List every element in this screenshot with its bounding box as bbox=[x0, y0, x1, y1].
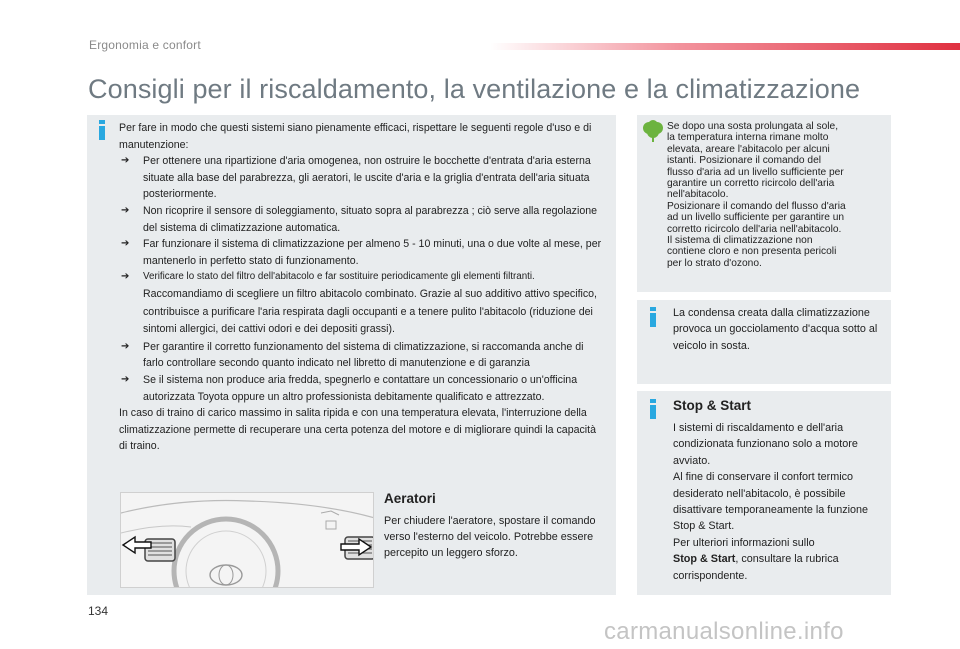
arrow-bullet-icon: ➔ bbox=[121, 271, 130, 283]
towing-paragraph: In caso di traino di carico massimo in salita ripida e con una temperatura elevata, l'interruzione della climatizzazione permette di recuperare una certa potenza del motore e di migliorare quindi la capacità di traino. bbox=[119, 407, 596, 453]
arrow-bullet-icon: ➔ bbox=[121, 155, 130, 167]
list-item: ➔ Verificare lo stato del filtro dell'abitacolo e far sostituire periodicamente gli elementi filtranti. Raccomandiamo di scegliere un filtro abitacolo combinato. Grazie al suo additivo attivo specifico, contribuisce a purificare l'aria respirata dagli occupanti e a tenere pulito l'abitacolo (riduzione dei sintomi allergici, dei cattivi odori e dei depositi grassi). bbox=[121, 271, 597, 336]
arrow-bullet-icon: ➔ bbox=[121, 373, 130, 385]
section-title: Ergonomia e confort bbox=[89, 38, 201, 52]
page-title: Consigli per il riscaldamento, la ventilazione e la climatizzazione bbox=[88, 74, 861, 104]
header-accent-bar bbox=[490, 43, 960, 50]
list-item: ➔ Per garantire il corretto funzionamento del sistema di climatizzazione, si raccomanda anche di farlo controllare secondo quanto indicato nel libretto di manutenzione e di garanzia bbox=[121, 340, 584, 370]
list-item: ➔ Per ottenere una ripartizione d'aria omogenea, non ostruire le bocchette d'entrata d'aria esterna situate alla base del parabrezza, gli aeratori, le uscite d'aria e la griglia d'entrata dell'aria situata posteriormente. bbox=[121, 155, 591, 201]
stop-start-text: I sistemi di riscaldamento e dell'aria condizionata funzionano solo a motore avviato. Al fine di conservare il confort termico desiderato nell'abitacolo, è possibile disattivare temporaneamente la funzione Stop & Start. Per ulteriori informazioni sullo Stop & Start, consultare la rubrica corrispondente. bbox=[673, 422, 869, 582]
list-item: ➔ Se il sistema non produce aria fredda, spegnerlo e contattare un concessionario o un'officina autorizzata Toyota oppure un altro professionista debitamente qualificato e attrezzato. bbox=[121, 373, 578, 403]
info-icon bbox=[99, 120, 105, 140]
eco-advice-text: Se dopo una sosta prolungata al sole, la temperatura interna rimane molto elevata, areare l'abitacolo per alcuni istanti. Posizionare il comando del flusso d'aria ad un livello sufficiente per garantire un corretto ricircolo dell'aria nell'abitacolo. Posizionare il comando del flusso d'aria ad un livello sufficiente per garantire un corretto ricircolo dell'aria nell'abitacolo. Il sistema di climatizzazione non contiene cloro e non presenta pericoli per lo strato d'ozono. bbox=[667, 121, 846, 269]
list-item: ➔ Non ricoprire il sensore di soleggiamento, situato sopra al parabrezza ; ciò serve alla regolazione del sistema di climatizzazione automatica. bbox=[121, 204, 598, 234]
arrow-bullet-icon: ➔ bbox=[121, 204, 130, 216]
dashboard-vents-illustration bbox=[120, 492, 374, 588]
intro-paragraph: Per fare in modo che questi sistemi siano pienamente efficaci, rispettare le seguenti regole d'uso e di manutenzione: bbox=[119, 122, 592, 151]
stop-start-heading: Stop & Start bbox=[673, 398, 752, 413]
page-number: 134 bbox=[88, 604, 109, 618]
main-advice-text bbox=[119, 120, 605, 455]
eco-leaf-icon bbox=[642, 120, 664, 142]
arrow-bullet-icon: ➔ bbox=[121, 340, 130, 352]
aeratori-heading: Aeratori bbox=[384, 491, 436, 506]
watermark: carmanualsonline.info bbox=[604, 618, 844, 645]
dashboard-drawing bbox=[121, 493, 374, 588]
stop-start-reference: Stop & Start bbox=[673, 553, 736, 566]
condensation-text: La condensa creata dalla climatizzazione provoca un gocciolamento d'acqua sotto al veicolo in sosta. bbox=[673, 307, 878, 352]
info-icon bbox=[650, 307, 656, 327]
arrow-bullet-icon: ➔ bbox=[121, 238, 130, 250]
info-icon bbox=[650, 399, 656, 419]
advice-list bbox=[119, 153, 605, 405]
aeratori-text: Per chiudere l'aeratore, spostare il comando verso l'esterno del veicolo. Potrebbe essere percepito un leggero sforzo. bbox=[384, 515, 596, 560]
list-item: ➔ Far funzionare il sistema di climatizzazione per almeno 5 - 10 minuti, una o due volte al mese, per mantenerlo in perfetto stato di funzionamento. bbox=[121, 238, 602, 267]
